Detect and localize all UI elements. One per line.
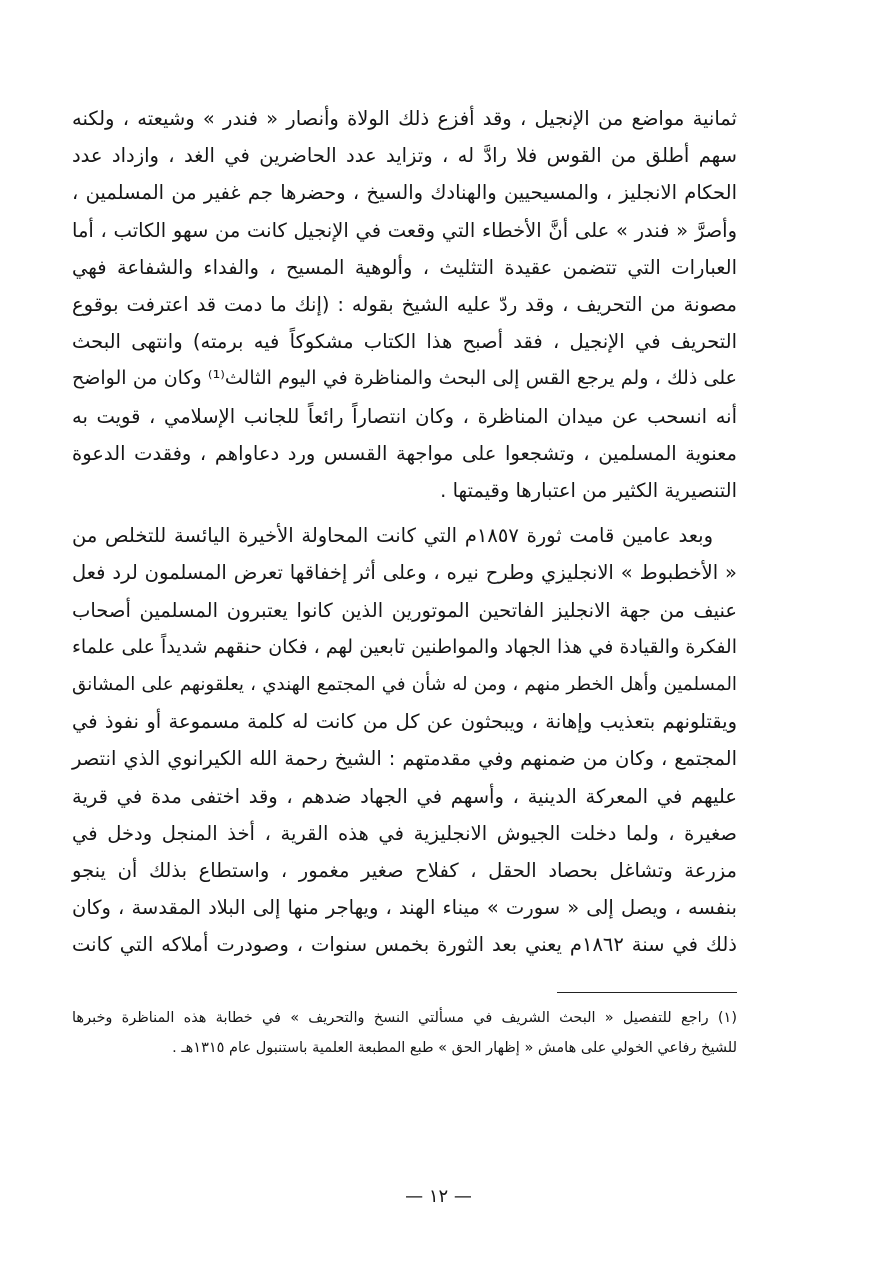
text-line: ثمانية مواضع من الإنجيل ، وقد أفزع ذلك الولاة وأنصار « فندر » وشيعته ، ولكنه <box>72 107 737 130</box>
footnote-line: للشيخ رفاعي الخولي على هامش « إظهار الحق » طبع المطبعة العلمية باستنبول عام ١٣١٥هـ . <box>172 1039 737 1056</box>
text-line: على ذلك ، ولم يرجع القس إلى البحث والمناظرة في اليوم الثالث⁽¹⁾ وكان من الواضح <box>72 367 738 390</box>
text-line: وأصرَّ « فندر » على أنَّ الأخطاء التي وقعت في الإنجيل كانت من سهو الكاتب ، أما <box>72 218 737 242</box>
paragraph-spacer <box>72 509 737 517</box>
text-line: صغيرة ، ولما دخلت الجيوش الانجليزية في هذه القرية ، أخذ المنجل ودخل في <box>72 821 737 845</box>
text-line: المسلمين وأهل الخطر منهم ، ومن له شأن في المجتمع الهندي ، يعلقونهم على المشانق <box>72 674 737 696</box>
text-line: الحكام الانجليز ، والمسيحيين والهنادك والسيخ ، وحضرها جم غفير من المسلمين ، <box>72 181 737 205</box>
footnote-divider <box>557 992 737 993</box>
text-line: بنفسه ، ويصل إلى « سورت » ميناء الهند ، ويهاجر منها إلى البلاد المقدسة ، وكان <box>72 896 737 920</box>
text-line: التحريف في الإنجيل ، فقد أصبح هذا الكتاب مشكوكاً فيه برمته) وانتهى البحث <box>72 330 737 354</box>
text-line: عليهم في المعركة الدينية ، وأسهم في الجهاد ضدهم ، وقد اختفى مدة في قرية <box>72 784 737 808</box>
paragraph-1 <box>72 100 737 509</box>
text-line: « الأخطبوط » الانجليزي وطرح نيره ، وعلى أثر إخفاقها تعرض المسلمون لرد فعل <box>72 561 737 585</box>
text-line: وبعد عامين قامت ثورة ١٨٥٧م التي كانت المحاولة الأخيرة اليائسة للتخلص من <box>72 524 713 548</box>
text-line: المجتمع ، وكان من ضمنهم وفي مقدمتهم : الشيخ رحمة الله الكيرانوي الذي انتصر <box>72 747 737 771</box>
text-line: معنوية المسلمين ، وتشجعوا على مواجهة القسس ورد دعاواهم ، وفقدت الدعوة <box>72 441 737 465</box>
text-line: ويقتلونهم بتعذيب وإهانة ، ويبحثون عن كل من كانت له كلمة مسموعة أو نفوذ في <box>72 710 737 734</box>
text-line: مزرعة وتشاغل بحصاد الحقل ، كفلاح صغير مغمور ، واستطاع بذلك أن ينجو <box>72 859 737 883</box>
page-number: — ١٢ — <box>405 1186 472 1207</box>
footnote-line: (١) راجع للتفصيل « البحث الشريف في مسألتي النسخ والتحريف » في خطابة هذه المناظرة وخبرها <box>72 1009 737 1026</box>
paragraph-2 <box>72 517 737 963</box>
text-line: ذلك في سنة ١٨٦٢م يعني بعد الثورة بخمس سنوات ، وصودرت أملاكه التي كانت <box>72 933 737 957</box>
text-line: العبارات التي تتضمن عقيدة التثليث ، وألوهية المسيح ، والفداء والشفاعة فهي <box>72 255 737 279</box>
text-line: سهم أطلق من القوس فلا رادَّ له ، وتزايد عدد الحاضرين في الغد ، وازداد عدد <box>72 144 737 168</box>
text-line: التنصيرية الكثير من اعتبارها وقيمتها . <box>440 479 737 503</box>
footnote <box>72 1003 737 1063</box>
text-line: مصونة من التحريف ، وقد ردّ عليه الشيخ بقوله : (إنك ما دمت قد اعترفت بوقوع <box>72 293 737 317</box>
text-line: عنيف من جهة الانجليز الفاتحين الموتورين الذين كانوا يعتبرون المسلمين أصحاب <box>72 598 737 622</box>
text-line: الفكرة والقيادة في هذا الجهاد والمواطنين تابعين لهم ، فكان حنقهم شديداً على علماء <box>72 635 737 658</box>
page-content <box>72 100 737 1063</box>
text-line: أنه انسحب عن ميدان المناظرة ، وكان انتصاراً رائعاً للجانب الإسلامي ، قويت به <box>72 404 737 428</box>
